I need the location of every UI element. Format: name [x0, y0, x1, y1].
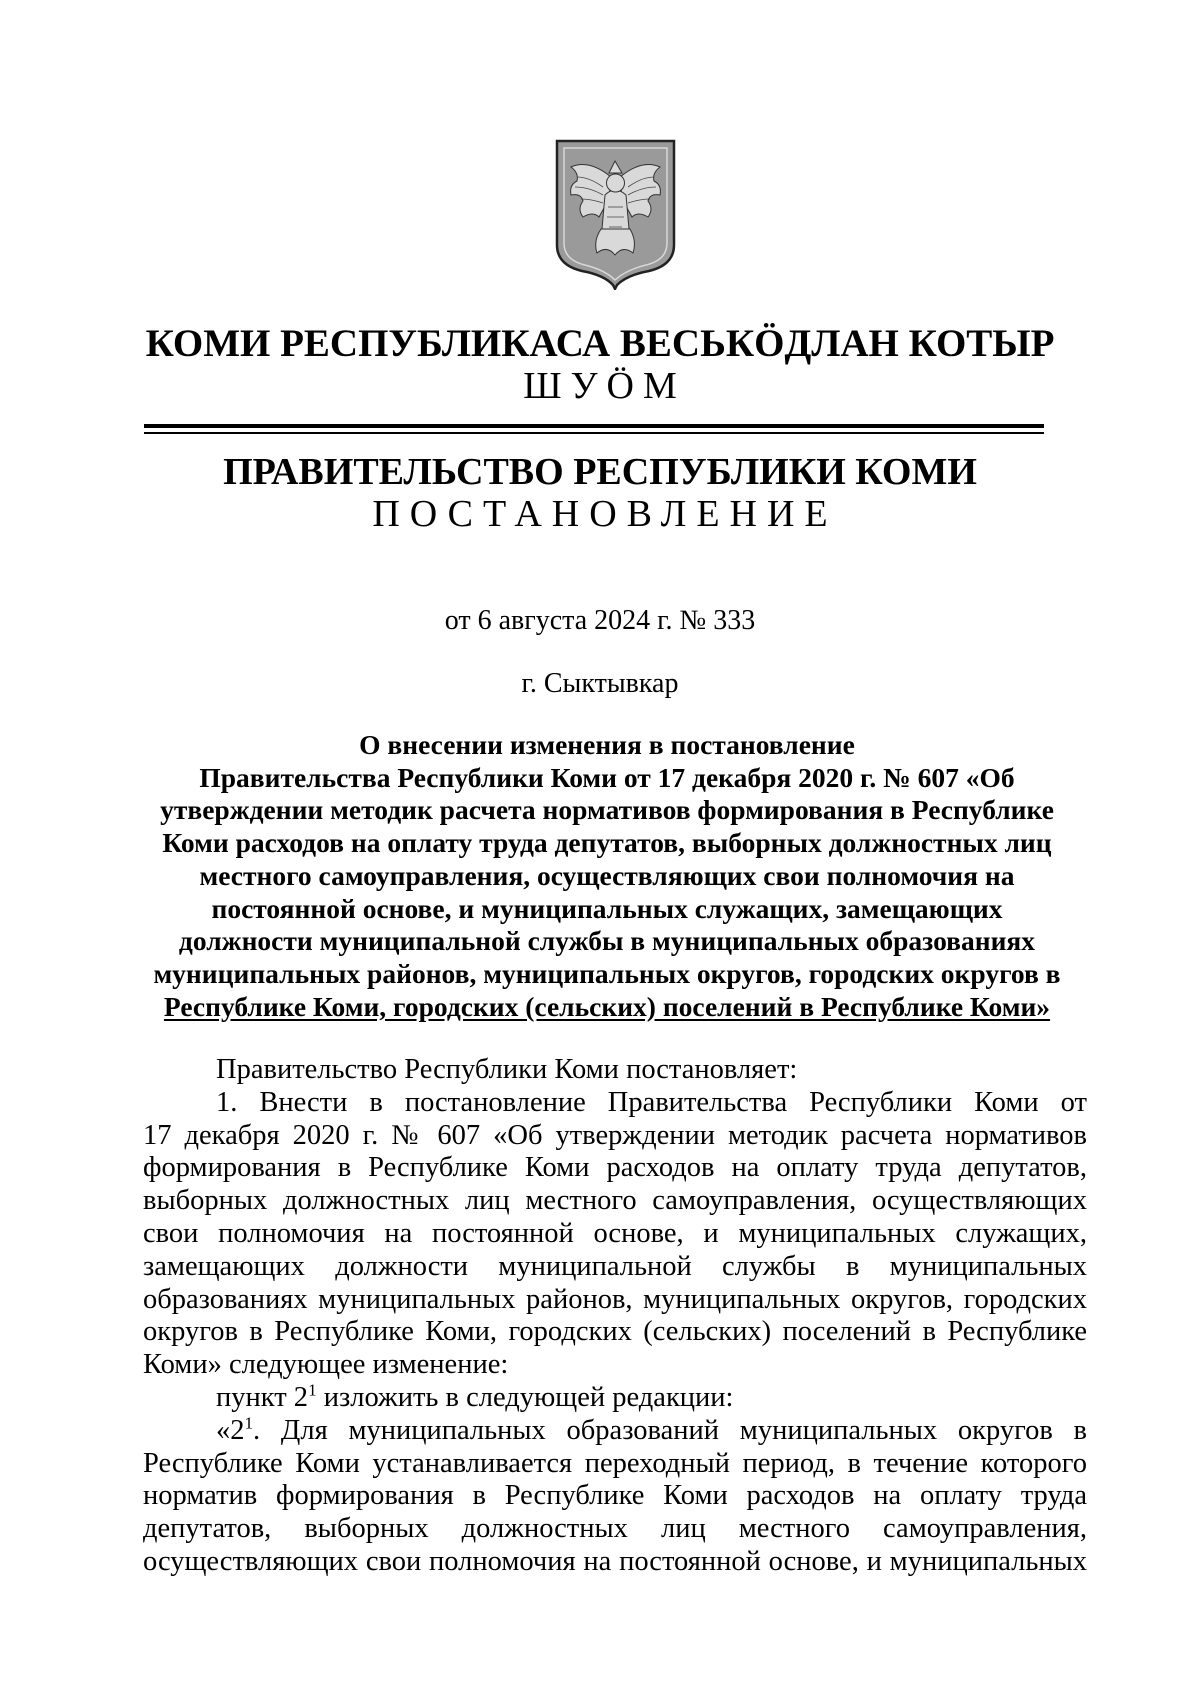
item-1-line: 1. Внести в постановление Правительства Республики Коми от: [216, 1086, 1087, 1118]
item-1-line: выборных должностных лиц местного самоуправления, осуществляющих: [143, 1185, 1087, 1217]
decree-title-line: постоянной основе, и муниципальных служащих, замещающих: [211, 892, 1003, 924]
item-1-line: свои полномочия на постоянной основе, и муниципальных служащих,: [143, 1217, 1087, 1249]
item-1-line: замещающих должности муниципальной службы в муниципальных: [143, 1250, 1087, 1282]
item-1-line: Коми» следующее изменение:: [143, 1349, 509, 1381]
quoted-point-line: депутатов, выборных должностных лиц местного самоуправления,: [143, 1513, 1087, 1545]
decree-title-line: местного самоуправления, осуществляющих свои полномочия на: [199, 859, 1015, 891]
decree-body: [143, 1054, 1087, 1579]
item-1-line: округов в Республике Коми, городских (сельских) поселений в Республике: [143, 1316, 1087, 1348]
decree-title-line: муниципальных районов, муниципальных округов, городских округов в: [153, 957, 1061, 989]
point-superscript: 1: [308, 1380, 317, 1400]
decree-title: [138, 729, 1076, 1023]
quoted-point-line: [143, 1415, 1087, 1448]
quote-superscript: 1: [244, 1413, 254, 1433]
russian-document-type: ПОСТАНОВЛЕНИЕ: [372, 493, 838, 535]
point-prefix: пункт 2: [216, 1381, 309, 1413]
item-1-line: формирования в Республике Коми расходов на оплату труда депутатов,: [143, 1152, 1087, 1184]
quote-first-line-rest: . Для муниципальных образований муниципальных округов в: [253, 1414, 1087, 1446]
decree-title-line: должности муниципальной службы в муниципальных образованиях: [178, 925, 1036, 957]
decree-title-line: Республике Коми, городских (сельских) поселений в Республике Коми»: [163, 990, 1051, 1022]
item-1-line: образованиях муниципальных районов, муниципальных округов, городских: [143, 1283, 1087, 1315]
komi-coat-of-arms-icon: [553, 137, 678, 290]
komi-document-type: ШУӦМ: [523, 365, 686, 407]
item-1: [143, 1087, 1087, 1382]
quoted-point-line: осуществляющих свои полномочия на постоянной основе, и муниципальных: [143, 1545, 1087, 1577]
decree-title-line: Коми расходов на оплату труда депутатов, выборных должностных лиц: [162, 827, 1052, 859]
decree-city: г. Сыктывкар: [521, 668, 679, 699]
quoted-point-line: норматив формирования в Республике Коми расходов на оплату труда: [143, 1480, 1087, 1512]
point-instruction: [143, 1382, 1087, 1415]
decree-date-number: от 6 августа 2024 г. № 333: [444, 605, 756, 636]
quote-prefix: «2: [216, 1414, 245, 1446]
header-divider-thin: [144, 432, 1044, 434]
decree-title-line: утверждении методик расчета нормативов формирования в Республике: [160, 794, 1054, 826]
decree-title-line: О внесении изменения в постановление: [359, 729, 855, 760]
komi-government-title: КОМИ РЕСПУБЛИКАСА ВЕСЬКӦДЛАН КОТЫР: [145, 322, 1055, 365]
decree-title-line: Правительства Республики Коми от 17 декабря 2020 г. № 607 «Об: [199, 761, 1015, 793]
point-suffix: изложить в следующей редакции:: [316, 1381, 734, 1413]
russian-government-title: ПРАВИТЕЛЬСТВО РЕСПУБЛИКИ КОМИ: [223, 451, 977, 493]
quoted-point-line: Республике Коми устанавливается переходный период, в течение которого: [143, 1447, 1087, 1479]
header-divider-thick: [144, 424, 1044, 428]
item-1-line: 17 декабря 2020 г. № 607 «Об утверждении методик расчета нормативов: [143, 1119, 1087, 1151]
quoted-point: [143, 1415, 1087, 1579]
body-intro: Правительство Республики Коми постановляет:: [216, 1054, 798, 1085]
